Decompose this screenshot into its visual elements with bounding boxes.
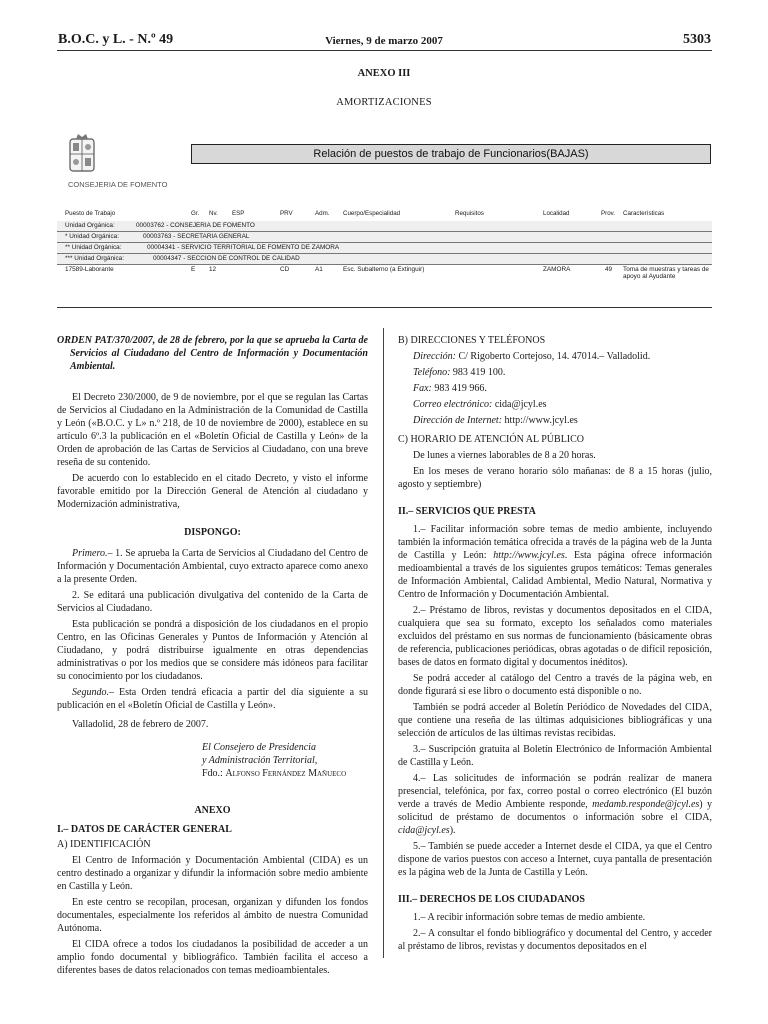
primero-text: – 1. Se aprueba la Carta de Servicios al Ciudadano del Centro de Información y Documentación Ambiental, cuyo extracto aparece como anexo a la presente Orden. xyxy=(57,548,368,585)
right-column xyxy=(398,334,712,953)
annex-title: ANEXO III xyxy=(357,68,411,79)
paragraph: También se podrá acceder al Boletín Periódico de Novedades del CIDA, que contiene una reseña de las últimas adquisiciones bibliográficas y una selección de artículos de las últimas revistas recibidas. xyxy=(398,702,712,739)
paragraph xyxy=(57,686,368,712)
org-unit-code: 00004341 - SERVICIO TERRITORIAL DE FOMENTO DE ZAMORA xyxy=(147,244,340,251)
org-unit-row xyxy=(57,232,712,243)
paragraph: El Decreto 230/2000, de 9 de noviembre, por el que se regulan las Cartas de Servicios al Ciudadano en la Administración de la Comunidad de Castilla y León («B.O.C. y L» n.º 218, de 10 de noviembre de 2000), establece en su artículo 6º.3 la publicación en el «Boletín Oficial de Castilla y León» de la Orden de aprobación de las Cartas de Servicios al Ciudadano, con una breve reseña de su contenido. xyxy=(57,392,368,468)
paragraph xyxy=(398,523,712,601)
contact-fax xyxy=(398,382,712,395)
paragraph: Esta publicación se pondrá a disposición de los ciudadanos en el propio Centro, en las Oficinas Generales y Puntos de Información y Atención al Ciudadano, y podrá distribuirse igualmente en otras dependencias administrativas o por los medios que se considere más idóneos para facilitar su conocimiento por los ciudadanos. xyxy=(57,619,368,682)
email-link[interactable]: medamb.responde@jcyl.es xyxy=(592,799,700,810)
org-unit-label: ** Unidad Orgánica: xyxy=(65,244,122,251)
col-prov: Prov. xyxy=(601,210,615,217)
table-banner: Relación de puestos de trabajo de Funcionarios(BAJAS) xyxy=(191,144,711,164)
segundo-label: Segundo. xyxy=(72,687,109,698)
cell-prv: CD xyxy=(280,266,290,273)
place-date: Valladolid, 28 de febrero de 2007. xyxy=(72,719,209,730)
signer-role: y Administración Territorial, xyxy=(202,755,318,766)
email-value: cida@jcyl.es xyxy=(492,399,547,410)
org-unit-code: 00003762 - CONSEJERIA DE FOMENTO xyxy=(136,222,255,229)
contact-email xyxy=(398,398,712,411)
signature xyxy=(57,767,368,780)
org-unit-row xyxy=(57,243,712,254)
col-esp: ESP xyxy=(232,210,245,217)
signer-role: El Consejero de Presidencia xyxy=(202,742,316,753)
anexo-heading: ANEXO xyxy=(194,805,231,816)
paragraph: 2.– Préstamo de libros, revistas y documentos depositados en el CIDA, cualquiera que sea su formato, excepto los señalados como materiales excluidos del préstamo en sus normas de funcionamiento (básicamente obras de referencia, publicaciones periódicas, obras agotadas o de difícil reposición, bases de datos en formato digital y documentos inéditos). xyxy=(398,605,712,668)
table-header xyxy=(57,207,712,222)
paragraph: De lunes a viernes laborables de 8 a 20 horas. xyxy=(413,450,596,461)
subsection-heading: C) HORARIO DE ATENCIÓN AL PÚBLICO xyxy=(398,434,585,445)
cell-puesto: 17589-Laborante xyxy=(65,266,114,273)
org-unit-label: * Unidad Orgánica: xyxy=(65,233,119,240)
page-number: 5303 xyxy=(683,32,711,47)
paragraph: En los meses de verano horario sólo mañanas: de 8 a 15 horas (julio, agosto y septiembre) xyxy=(398,466,712,490)
email-link[interactable]: cida@jcyl.es xyxy=(398,825,450,836)
paragraph: De acuerdo con lo establecido en el citado Decreto, y visto el informe favorable emitido por la Dirección General de Atención al ciudadano y Modernización administrativa, xyxy=(57,473,368,510)
address-value: C/ Rigoberto Cortejoso, 14. 47014.– Valladolid. xyxy=(455,351,651,362)
issue-date: Viernes, 9 de marzo 2007 xyxy=(325,35,443,47)
orden-title: ORDEN PAT/370/2007, de 28 de febrero, por la que se aprueba la Carta de Servicios al Ciudadano del Centro de Información y Documentación Ambiental. xyxy=(57,335,368,372)
org-unit-row xyxy=(57,254,712,265)
cell-cuerpo: Esc. Subalterno (a Extinguir) xyxy=(343,266,425,273)
cell-gr: E xyxy=(191,266,196,273)
paragraph: El Centro de Información y Documentación Ambiental (CIDA) es un centro destinado a organizar y difundir la información sobre medio ambiente en Castilla y León. xyxy=(57,855,368,892)
fax-value: 983 419 966. xyxy=(431,383,487,394)
paragraph: El CIDA ofrece a todos los ciudadanos la posibilidad de acceder a un amplio fondo documental y bibliográfico. También facilita el acceso a diferentes bases de datos relacionados con temas medioambientales. xyxy=(57,939,368,976)
web-link[interactable]: http://www.jcyl.es xyxy=(493,550,565,561)
paragraph xyxy=(57,547,368,586)
cell-caract-1: Toma de muestras y tareas de xyxy=(623,266,709,273)
section-heading: II.– SERVICIOS QUE PRESTA xyxy=(398,506,536,517)
paragraph: En este centro se recopilan, procesan, organizan y difunden los fondos documentales, especialmente los referidos al ámbito de nuestra Comunidad Autónoma. xyxy=(57,897,368,934)
annex-subtitle: AMORTIZACIONES xyxy=(336,97,432,108)
journal-title: B.O.C. y L. - N.º 49 xyxy=(58,32,174,47)
header-rule xyxy=(57,50,712,51)
contact-web xyxy=(398,414,712,427)
org-unit-label: *** Unidad Orgánica: xyxy=(65,255,124,262)
fax-label: Fax: xyxy=(413,383,432,394)
paragraph: 5.– También se puede acceder a Internet desde el CIDA, ya que el Centro dispone de varios puestos con acceso a Internet, cuya pantalla de presentación es la página web de la Junta de Castilla y León. xyxy=(398,841,712,878)
segundo-text: – Esta Orden tendrá eficacia a partir del día siguiente a su publicación en el «Boletín Oficial de Castilla y León». xyxy=(57,687,368,711)
cell-localidad: ZAMORA xyxy=(543,266,571,273)
signer-prefix: Fdo.: xyxy=(202,768,226,779)
section-heading: III.– DERECHOS DE LOS CIUDADANOS xyxy=(398,894,585,905)
col-adm: Adm. xyxy=(315,210,330,217)
col-prv: PRV xyxy=(280,210,293,217)
cell-adm: A1 xyxy=(315,266,323,273)
paragraph: 3.– Suscripción gratuita al Boletín Electrónico de Información Ambiental de Castilla y León. xyxy=(398,744,712,768)
column-divider xyxy=(383,328,384,958)
col-nv: Nv. xyxy=(209,210,218,217)
signer-name: Alfonso Fernández Mañueco xyxy=(225,768,347,779)
col-gr: Gr. xyxy=(191,210,200,217)
col-requisitos: Requisitos xyxy=(455,210,484,217)
subsection-heading: B) DIRECCIONES Y TELÉFONOS xyxy=(398,335,546,346)
section-rule xyxy=(57,307,712,308)
web-value: http://www.jcyl.es xyxy=(502,415,578,426)
address-label: Dirección: xyxy=(413,351,456,362)
subsection-heading: A) IDENTIFICACIÓN xyxy=(57,839,151,850)
text: ) y solicitud de préstamo de documentos o información sobre el CIDA, xyxy=(398,799,712,823)
primero-label: Primero. xyxy=(72,548,108,559)
web-label: Dirección de Internet: xyxy=(413,415,503,426)
table-row xyxy=(57,266,712,284)
paragraph: Se podrá acceder al catálogo del Centro a través de la página web, en donde figurará si ese libro o documento está disponible o no. xyxy=(398,673,712,697)
dispongo-heading: DISPONGO: xyxy=(184,527,241,538)
text: 4.– Las solicitudes de información se podrán realizar de manera presencial, telefónica, por fax, correo postal o correo electrónico (El buzón verde a través de Medio Ambiente responde, xyxy=(398,773,712,810)
cell-prov: 49 xyxy=(605,266,613,273)
col-puesto: Puesto de Trabajo xyxy=(65,210,116,217)
text: 1.– Facilitar información sobre temas de medio ambiente, incluyendo también la información temática ofrecida a través de la página web de la Junta de Castilla y León: xyxy=(398,524,712,561)
paragraph: 2.– A consultar el fondo bibliográfico y documental del Centro, y acceder al préstamo de libros, revistas y documentos depositados en el xyxy=(398,928,712,952)
contact-phone xyxy=(398,366,712,379)
org-unit-code: 00003763 - SECRETARIA GENERAL xyxy=(143,233,250,240)
text: ). xyxy=(449,825,456,836)
org-unit-row xyxy=(57,221,712,232)
email-label: Correo electrónico: xyxy=(413,399,493,410)
section-heading: I.– DATOS DE CARÁCTER GENERAL xyxy=(57,824,232,835)
paragraph: 2. Se editará una publicación divulgativa del contenido de la Carta de Servicios al Ciudadano. xyxy=(57,590,368,614)
phone-value: 983 419 100. xyxy=(450,367,506,378)
org-unit-label: Unidad Orgánica: xyxy=(65,222,115,229)
col-localidad: Localidad xyxy=(543,210,570,217)
coat-of-arms-icon xyxy=(68,133,96,173)
paragraph: 1.– A recibir información sobre temas de medio ambiente. xyxy=(413,912,646,923)
paragraph xyxy=(398,772,712,837)
col-caracteristicas: Características xyxy=(623,210,665,217)
col-cuerpo: Cuerpo/Especialidad xyxy=(343,210,401,217)
cell-caract-2: apoyo al Ayudante xyxy=(623,273,676,280)
department-label: CONSEJERIA DE FOMENTO xyxy=(68,180,168,189)
contact-address xyxy=(398,350,712,363)
cell-nv: 12 xyxy=(209,266,217,273)
phone-label: Teléfono: xyxy=(413,367,451,378)
org-unit-code: 00004347 - SECCION DE CONTROL DE CALIDAD xyxy=(153,255,300,262)
left-column xyxy=(57,334,368,977)
text: . Esta página ofrece información medioambiental a través de los siguientes grupos temáticos: Temas generales de Información Ambiental, Calidad Ambiental, Medio Natural, Normativa y Centro de Información y Documentación Ambiental. xyxy=(398,550,712,600)
